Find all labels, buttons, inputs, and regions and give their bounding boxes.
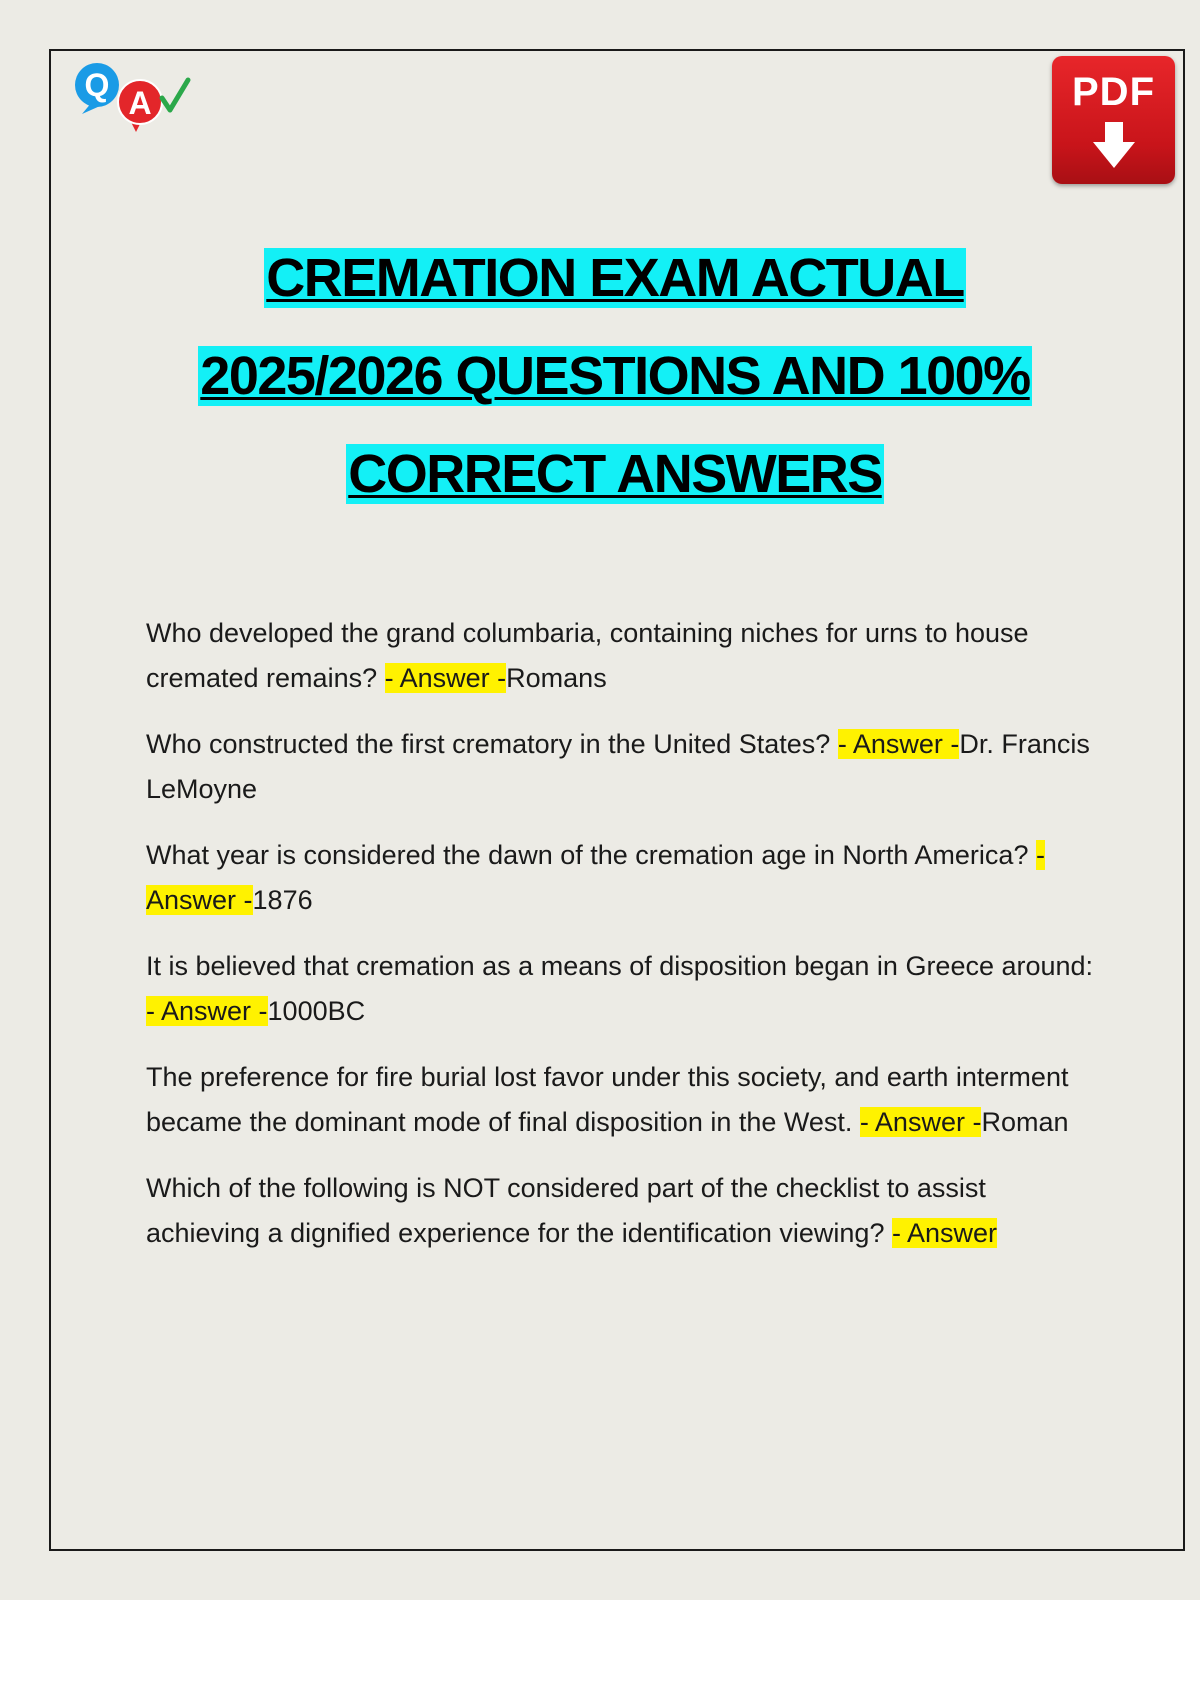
title-line bbox=[60, 336, 1170, 434]
answer-text: Romans bbox=[506, 663, 607, 693]
qa-item bbox=[146, 1166, 1096, 1256]
title-line-text: CREMATION EXAM ACTUAL bbox=[266, 248, 964, 308]
download-arrow-icon bbox=[1093, 122, 1135, 168]
question-text: The preference for fire burial lost favor under this society, and earth interment became the dominant mode of final disposition in the West. bbox=[146, 1062, 1069, 1137]
qa-logo-icon bbox=[70, 58, 200, 132]
question-text: Which of the following is NOT considered part of the checklist to assist achieving a dignified experience for the identification viewing? bbox=[146, 1173, 986, 1248]
title-line bbox=[60, 238, 1170, 336]
answer-marker: - Answer - bbox=[837, 729, 960, 759]
question-text: It is believed that cremation as a means of disposition began in Greece around: bbox=[146, 951, 1094, 981]
check-icon bbox=[162, 80, 188, 110]
answer-marker: - Answer bbox=[891, 1218, 998, 1248]
answer-text: 1000BC bbox=[267, 996, 366, 1026]
document-title bbox=[60, 238, 1170, 532]
answer-text: Dr. Francis LeMoyne bbox=[146, 729, 1090, 804]
title-line-text: CORRECT ANSWERS bbox=[348, 444, 882, 504]
question-text: Who developed the grand columbaria, containing niches for urns to house cremated remains? bbox=[146, 618, 1029, 693]
pdf-download-badge[interactable] bbox=[1052, 56, 1175, 184]
question-text: What year is considered the dawn of the cremation age in North America? bbox=[146, 840, 1029, 870]
answer-text: Roman bbox=[981, 1107, 1069, 1137]
title-line-text: 2025/2026 QUESTIONS AND 100% bbox=[200, 346, 1030, 406]
title-line bbox=[60, 434, 1170, 532]
qa-item bbox=[146, 722, 1096, 812]
logo-q-letter: Q bbox=[84, 67, 110, 103]
answer-marker: - Answer - bbox=[859, 1107, 982, 1137]
qa-item bbox=[146, 1055, 1096, 1145]
qa-item bbox=[146, 944, 1096, 1034]
logo-a-letter: A bbox=[128, 85, 152, 121]
answer-marker: - Answer - bbox=[146, 996, 268, 1026]
question-text: Who constructed the first crematory in the United States? bbox=[146, 729, 831, 759]
answer-text: 1876 bbox=[252, 885, 313, 915]
answer-marker: - Answer - bbox=[384, 663, 507, 693]
qa-item bbox=[146, 611, 1096, 701]
answer-marker: - Answer - bbox=[146, 840, 1045, 915]
pdf-label: PDF bbox=[1072, 70, 1155, 114]
qa-item bbox=[146, 833, 1096, 923]
qa-list bbox=[146, 611, 1096, 1277]
